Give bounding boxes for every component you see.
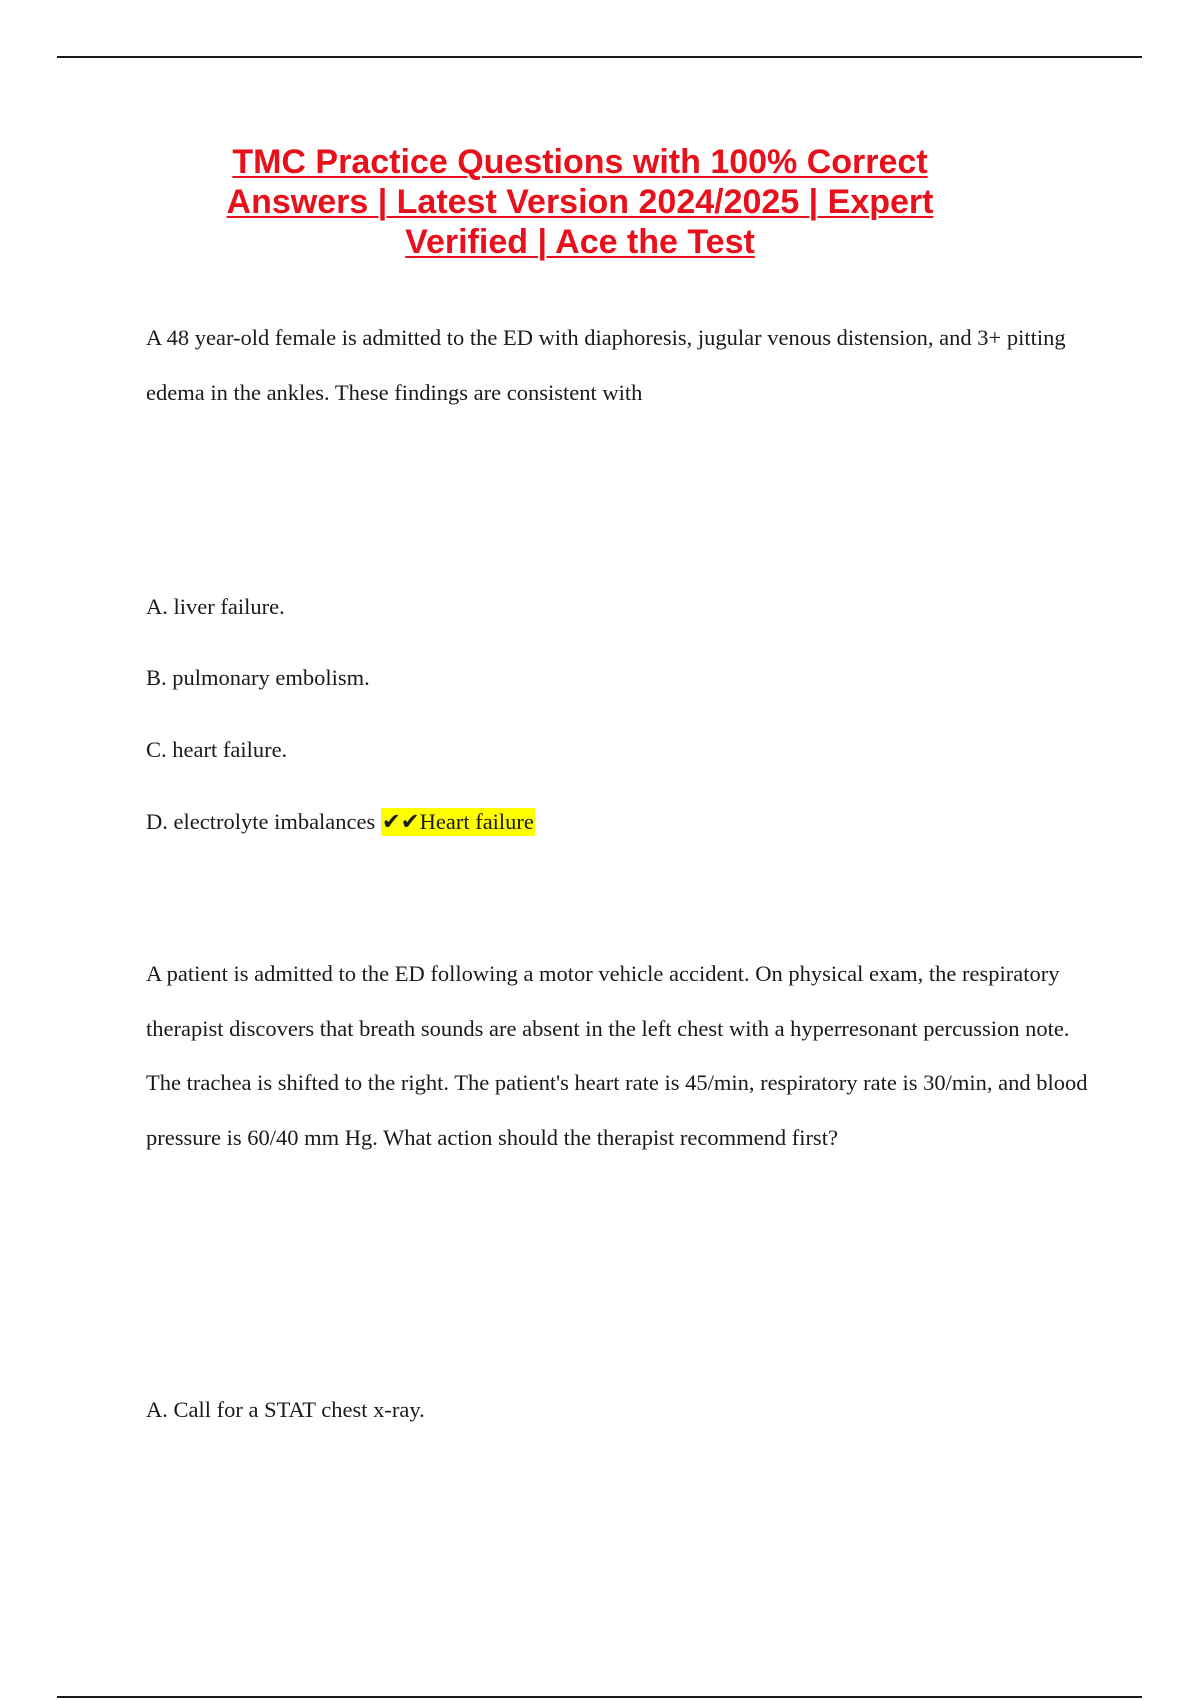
question-1-option-d <box>146 807 535 837</box>
question-2-stem: A patient is admitted to the ED following a motor vehicle accident. On physical exam, the respiratory therapist discovers that breath sounds are absent in the left chest with a hyperresonant percussion note. The trachea is shifted to the right. The patient's heart rate is 45/min, respiratory rate is 30/min, and blood pressure is 60/40 mm Hg. What action should the therapist recommend first? <box>146 961 1088 1150</box>
question-1-option-d-label: D. electrolyte imbalances <box>146 809 376 834</box>
question-1-option-c: C. heart failure. <box>146 737 288 762</box>
question-1-option-a: A. liver failure. <box>146 594 285 619</box>
question-1-option-b: B. pulmonary embolism. <box>146 665 370 690</box>
question-1-stem: A 48 year-old female is admitted to the ED with diaphoresis, jugular venous distension, and 3+ pitting edema in the ankles. These findings are consistent with <box>146 325 1066 405</box>
bottom-rule <box>57 1696 1142 1698</box>
document-title: TMC Practice Questions with 100% Correct Answers | Latest Version 2024/2025 | Expert Verified | Ace the Test <box>226 143 934 261</box>
top-rule <box>57 56 1142 58</box>
question-2-option-a: A. Call for a STAT chest x-ray. <box>146 1397 425 1422</box>
question-1-answer: ✔✔Heart failure <box>381 809 534 834</box>
